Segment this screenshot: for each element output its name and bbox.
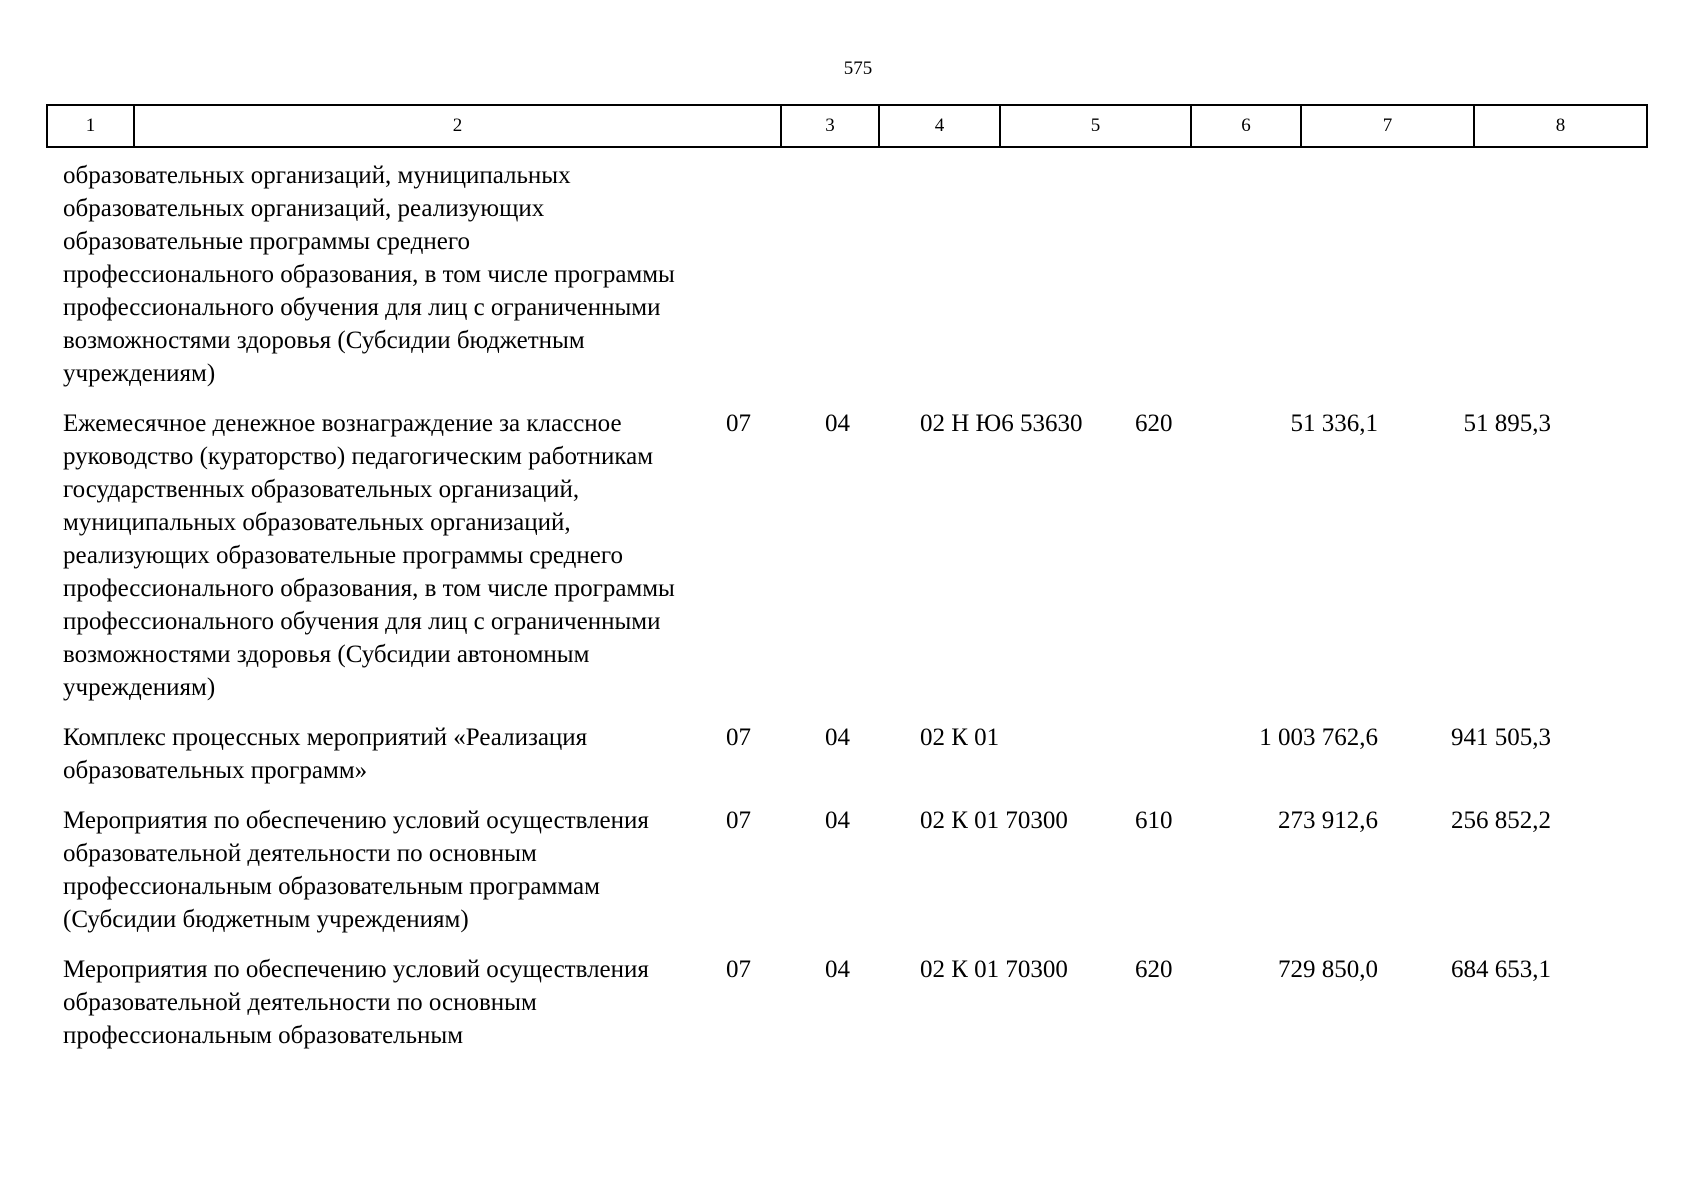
amount-1-cell: 729 850,0 xyxy=(1278,956,1378,983)
section-cell: 07 xyxy=(726,807,751,834)
column-header-8: 8 xyxy=(1474,105,1647,147)
column-header-row xyxy=(46,104,1648,148)
amount-2-cell: 256 852,2 xyxy=(1451,807,1551,834)
subsection-cell: 04 xyxy=(825,724,850,751)
column-header-6: 6 xyxy=(1191,105,1301,147)
section-cell: 07 xyxy=(726,410,751,437)
row-description: Ежемесячное денежное вознаграждение за классное руководство (кураторство) педагогическим работникам государственных образовательных организаций, муниципальных образовательных организаций, реализующих образовательные программы среднего профессионального образования, в том числе программы профессионального обучения для лиц с ограниченными возможностями здоровья (Субсидии автономным учреждениям) xyxy=(63,410,675,701)
amount-2-cell: 51 895,3 xyxy=(1463,410,1551,437)
description-cell xyxy=(0,721,693,787)
subsection-cell: 04 xyxy=(825,807,850,834)
row-description: образовательных организаций, муниципальных образовательных организаций, реализующих образовательные программы среднего профессионального образования, в том числе программы профессионального обучения для лиц с ограниченными возможностями здоровья (Субсидии бюджетным учреждениям) xyxy=(63,162,675,387)
description-cell xyxy=(0,407,693,704)
row-description: Комплекс процессных мероприятий «Реализация образовательных программ» xyxy=(63,724,588,784)
row-description: Мероприятия по обеспечению условий осуществления образовательной деятельности по основным профессиональным образовательным программам (Субсидии бюджетным учреждениям) xyxy=(63,807,649,933)
table-row xyxy=(46,159,1648,390)
expense-type-cell: 620 xyxy=(1135,410,1173,437)
row-description: Мероприятия по обеспечению условий осуществления образовательной деятельности по основным профессиональным образовательным xyxy=(63,956,649,1049)
amount-1-cell: 273 912,6 xyxy=(1278,807,1378,834)
table-row xyxy=(46,953,1648,1052)
target-article-cell: 02 Н Ю6 53630 xyxy=(920,410,1083,437)
target-article-cell: 02 К 01 70300 xyxy=(920,807,1068,834)
amount-2-cell: 941 505,3 xyxy=(1451,724,1551,751)
description-cell xyxy=(0,804,693,936)
table-row xyxy=(46,407,1648,704)
column-header-4: 4 xyxy=(879,105,1000,147)
target-article-cell: 02 К 01 70300 xyxy=(920,956,1068,983)
subsection-cell: 04 xyxy=(825,956,850,983)
column-header-1: 1 xyxy=(47,105,134,147)
amount-1-cell: 1 003 762,6 xyxy=(1259,724,1378,751)
column-header-3: 3 xyxy=(781,105,879,147)
description-cell xyxy=(0,159,693,390)
column-header-2: 2 xyxy=(134,105,781,147)
table-row xyxy=(46,721,1648,787)
amount-1-cell: 51 336,1 xyxy=(1290,410,1378,437)
target-article-cell: 02 К 01 xyxy=(920,724,1000,751)
section-cell: 07 xyxy=(726,956,751,983)
description-cell xyxy=(0,953,693,1052)
column-header-5: 5 xyxy=(1000,105,1191,147)
column-header-7: 7 xyxy=(1301,105,1474,147)
expense-type-cell: 610 xyxy=(1135,807,1173,834)
table-body xyxy=(46,159,1648,1069)
page-number: 575 xyxy=(843,58,873,79)
expense-type-cell: 620 xyxy=(1135,956,1173,983)
subsection-cell: 04 xyxy=(825,410,850,437)
table-row xyxy=(46,804,1648,936)
section-cell: 07 xyxy=(726,724,751,751)
amount-2-cell: 684 653,1 xyxy=(1451,956,1551,983)
